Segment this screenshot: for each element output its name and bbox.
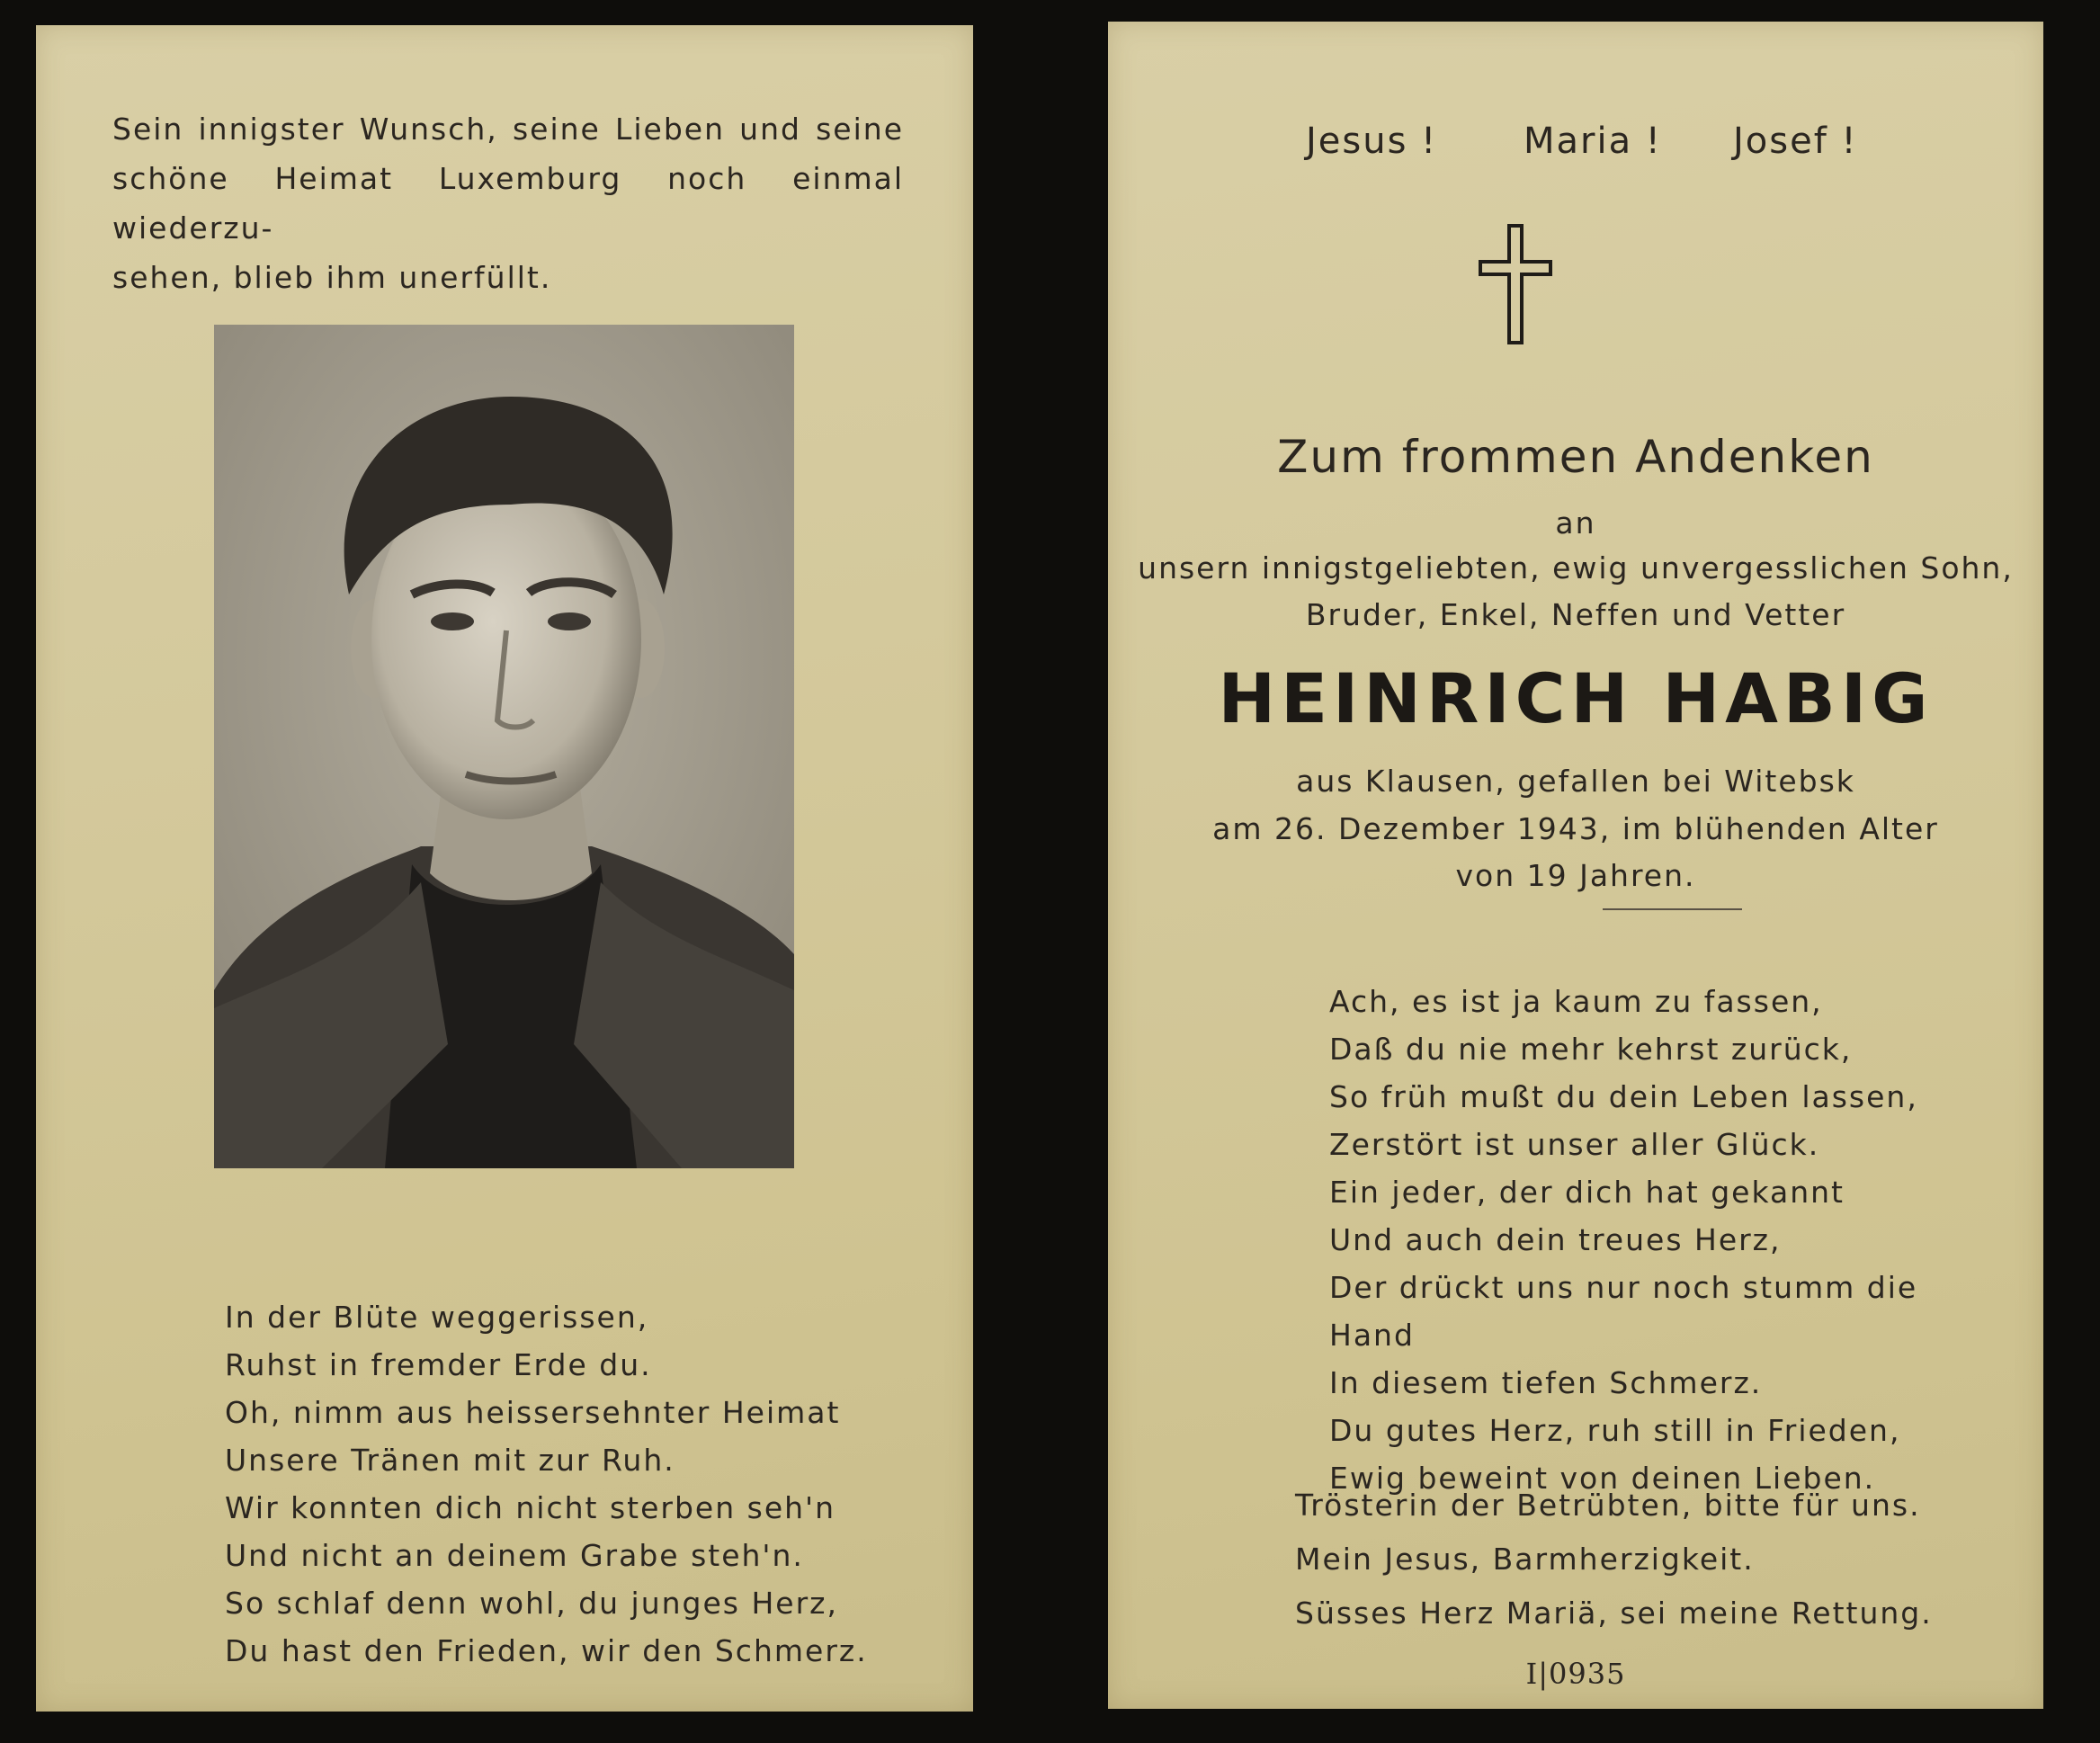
wish-line: schöne Heimat Luxemburg noch einmal wiederzu-: [112, 161, 904, 246]
poem-line: Und nicht an deinem Grabe steh'n.: [225, 1538, 804, 1573]
detail-line-1: aus Klausen, gefallen bei Witebsk: [1296, 764, 1855, 799]
poem-line: Ach, es ist ja kaum zu fassen,: [1329, 984, 1823, 1019]
invocation-line: [1108, 121, 2043, 174]
poem-line: So früh mußt du dein Leben lassen,: [1329, 1079, 1918, 1114]
left-card: [36, 25, 973, 1712]
poem-line: So schlaf denn wohl, du junges Herz,: [225, 1586, 838, 1621]
divider: [1603, 908, 1742, 910]
deceased-name: HEINRICH HABIG: [1218, 658, 1934, 738]
poem-line: Ein jeder, der dich hat gekannt: [1329, 1175, 1845, 1210]
poem-line: Du hast den Frieden, wir den Schmerz.: [225, 1633, 868, 1668]
relation-line-1: unsern innigstgeliebten, ewig unvergesslichen Sohn,: [1138, 550, 2014, 585]
left-poem: [225, 1293, 908, 1675]
poem-line: Oh, nimm aus heissersehnter Heimat: [225, 1395, 841, 1430]
detail-line-3: von 19 Jahren.: [1455, 858, 1696, 893]
invocation-maria: Maria !: [1524, 121, 1662, 162]
right-card: [1108, 22, 2043, 1709]
invocation-josef: Josef !: [1733, 121, 1858, 162]
cross-icon: [1475, 224, 1556, 349]
poem-line: Du gutes Herz, ruh still in Frieden,: [1329, 1413, 1901, 1448]
poem-line: In diesem tiefen Schmerz.: [1329, 1365, 1763, 1400]
poem-line: Zerstört ist unser aller Glück.: [1329, 1127, 1820, 1162]
poem-line: Ruhst in fremder Erde du.: [225, 1347, 652, 1382]
memorial-heading: Zum frommen Andenken: [1277, 431, 1874, 483]
prayer-line: Süsses Herz Mariä, sei meine Rettung.: [1295, 1596, 1933, 1631]
detail-line-2: am 26. Dezember 1943, im blühenden Alter: [1212, 811, 1939, 846]
poem-line: Daß du nie mehr kehrst zurück,: [1329, 1032, 1853, 1067]
right-poem: [1329, 978, 2013, 1502]
invocation-jesus: Jesus !: [1306, 121, 1438, 162]
an-text: an: [1555, 505, 1596, 541]
poem-line: Ewig beweint von deinen Lieben.: [1329, 1461, 1876, 1496]
wish-line: sehen, blieb ihm unerfüllt.: [112, 260, 552, 295]
relation-line-2: Bruder, Enkel, Neffen und Vetter: [1305, 597, 1846, 632]
prayer-line: Mein Jesus, Barmherzigkeit.: [1295, 1542, 1755, 1577]
portrait-photo: [214, 325, 794, 1168]
wish-line: Sein innigster Wunsch, seine Lieben und seine: [112, 112, 904, 147]
left-page-border: [0, 0, 1025, 1743]
wish-text: [112, 104, 904, 302]
right-page-border: [1025, 0, 2100, 1743]
poem-line: Und auch dein treues Herz,: [1329, 1222, 1782, 1257]
poem-line: Unsere Tränen mit zur Ruh.: [225, 1443, 675, 1478]
poem-line: Der drückt uns nur noch stumm die Hand: [1329, 1270, 1918, 1353]
poem-line: In der Blüte weggerissen,: [225, 1300, 649, 1335]
poem-line: Wir konnten dich nicht sterben seh'n: [225, 1490, 836, 1525]
prayer-line: Trösterin der Betrübten, bitte für uns.: [1295, 1488, 1921, 1523]
serial-number: I|0935: [1525, 1657, 1626, 1691]
prayer-lines: [1295, 1479, 2015, 1640]
